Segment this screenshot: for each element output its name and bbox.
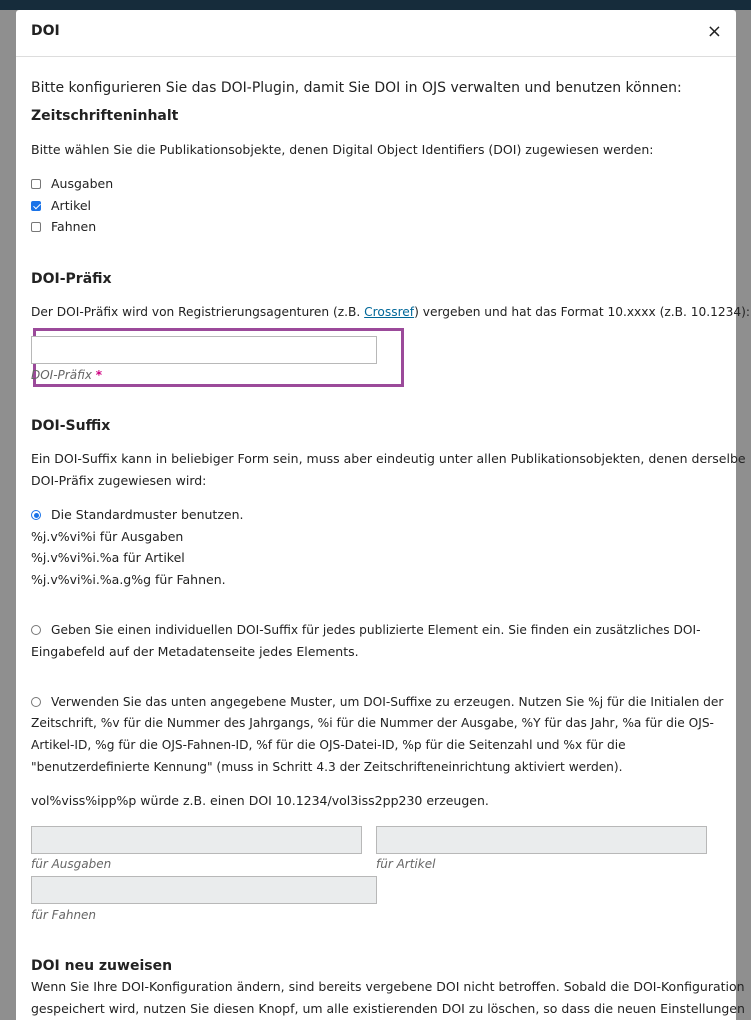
doi-prefix-label: DOI-Präfix * [31, 368, 103, 382]
reassign-heading: DOI neu zuweisen [31, 958, 173, 974]
intro-text: Bitte konfigurieren Sie das DOI-Plugin, damit Sie DOI in OJS verwalten und benutzen können: [31, 80, 682, 96]
page-topbar [0, 0, 751, 10]
issues-checkbox[interactable] [31, 179, 41, 189]
doi-prefix-heading: DOI-Präfix [31, 271, 112, 287]
pattern-galleys: %j.v%vi%i.%a.g%g für Fahnen. [31, 572, 226, 587]
suffix-example: vol%viss%ipp%p würde z.B. einen DOI 10.1234/vol3iss2pp230 erzeugen. [31, 793, 489, 808]
option-pattern-suffix[interactable] [31, 691, 723, 713]
pattern-suffix-label-line1: Verwenden Sie das unten angegebene Muster, um DOI-Suffixe zu erzeugen. Nutzen Sie %j für die Initialen der [51, 695, 724, 709]
galleys-checkbox-label: Fahnen [51, 219, 97, 234]
close-icon[interactable]: × [706, 21, 722, 42]
pattern-suffix-label-line3: Artikel-ID, %g für die OJS-Fahnen-ID, %f für die OJS-Datei-ID, %p für die Seitenzahl und %x für die [31, 738, 626, 752]
custom-suffix-label-line2: Eingabefeld auf der Metadatenseite jedes Elements. [31, 644, 359, 659]
journal-content-heading: Zeitschrifteninhalt [31, 108, 179, 124]
journal-content-description: Bitte wählen Sie die Publikationsobjekte, denen Digital Object Identifiers (DOI) zugewiesen werden: [31, 142, 654, 157]
doi-suffix-description-line2: DOI-Präfix zugewiesen wird: [31, 473, 207, 488]
galleys-checkbox[interactable] [31, 222, 41, 232]
pattern-suffix-label-line2: Zeitschrift, %v für die Nummer des Jahrgangs, %i für die Nummer der Ausgabe, %Y für das Jahr, %a für die OJS- [31, 716, 714, 730]
option-default-patterns[interactable] [31, 504, 243, 526]
reassign-description-line2: gespeichert wird, nutzen Sie diesen Knopf, um alle existierenden DOI zu löschen, so dass die neuen Einstellungen [31, 1001, 745, 1016]
issues-suffix-input[interactable] [31, 826, 362, 854]
galleys-suffix-input[interactable] [31, 876, 377, 904]
custom-suffix-radio[interactable] [31, 625, 41, 635]
default-patterns-radio[interactable] [31, 510, 41, 520]
issues-checkbox-label: Ausgaben [51, 176, 114, 191]
modal-title: DOI [31, 23, 60, 39]
doi-prefix-description: Der DOI-Präfix wird von Registrierungsagenturen (z.B. Crossref) vergeben und hat das Format 10.xxxx (z.B. 10.1234): [31, 305, 750, 319]
articles-suffix-input[interactable] [376, 826, 707, 854]
option-articles[interactable] [31, 195, 91, 217]
required-mark: * [95, 368, 103, 382]
pattern-articles: %j.v%vi%i.%a für Artikel [31, 550, 185, 565]
articles-checkbox-label: Artikel [51, 198, 92, 213]
doi-prefix-input[interactable] [31, 336, 377, 364]
pattern-suffix-label-line4: "benutzerdefinierte Kennung" (muss in Schritt 4.3 der Zeitschrifteneinrichtung aktiviert werden). [31, 760, 623, 774]
pattern-suffix-radio[interactable] [31, 697, 41, 707]
crossref-link[interactable]: Crossref [364, 305, 415, 319]
pattern-issues: %j.v%vi%i für Ausgaben [31, 529, 184, 544]
articles-checkbox[interactable] [31, 201, 41, 211]
doi-settings-modal [16, 10, 750, 1020]
modal-header [16, 10, 736, 57]
option-galleys[interactable] [31, 216, 96, 238]
doi-suffix-description-line1: Ein DOI-Suffix kann in beliebiger Form sein, muss aber eindeutig unter allen Publikationsobjekten, denen derselbe [31, 451, 746, 466]
issues-suffix-label: für Ausgaben [31, 857, 112, 871]
galleys-suffix-label: für Fahnen [31, 908, 97, 922]
reassign-description-line1: Wenn Sie Ihre DOI-Konfiguration ändern, sind bereits vergebene DOI nicht betroffen. Sobald die DOI-Konfiguration [31, 979, 745, 994]
option-issues[interactable] [31, 173, 113, 195]
custom-suffix-label-line1: Geben Sie einen individuellen DOI-Suffix für jedes publizierte Element ein. Sie finden ein zusätzliches DOI- [51, 623, 701, 637]
default-patterns-label: Die Standardmuster benutzen. [51, 507, 244, 522]
articles-suffix-label: für Artikel [376, 857, 436, 871]
doi-suffix-heading: DOI-Suffix [31, 418, 111, 434]
option-custom-suffix[interactable] [31, 619, 701, 641]
